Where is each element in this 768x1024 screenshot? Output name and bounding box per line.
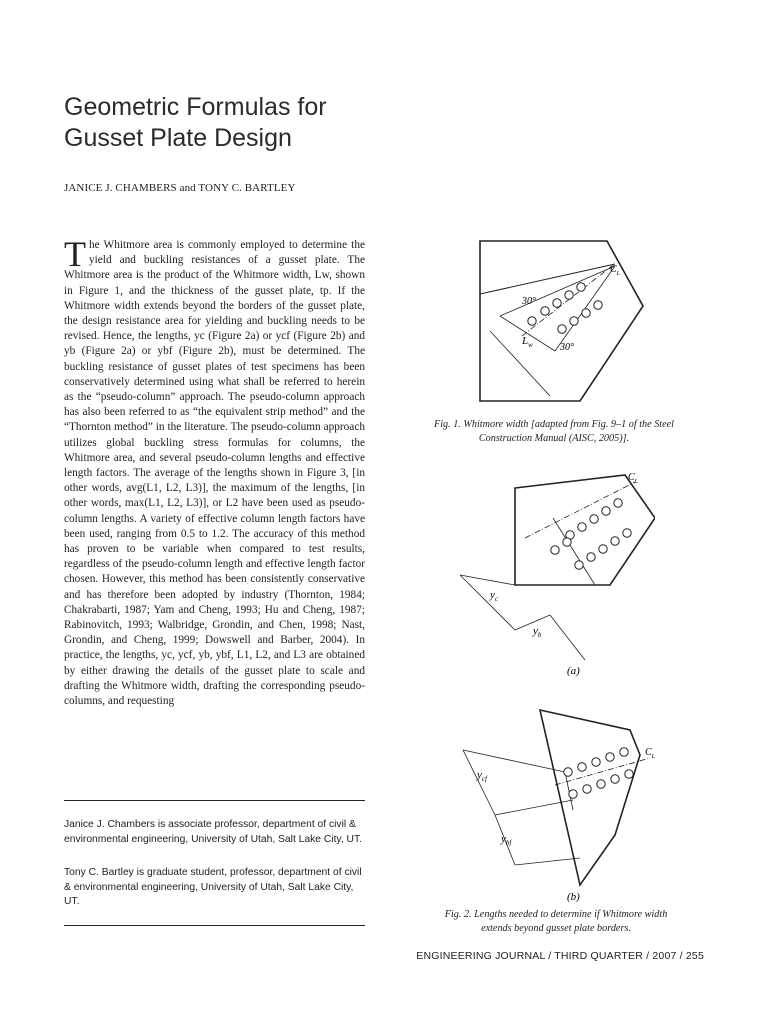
figure-2a-lengths [455, 470, 655, 680]
bolt-hole [578, 523, 586, 531]
figure-1-whitmore-width [460, 236, 660, 406]
whitmore-dimension-line [490, 331, 550, 396]
bolt-hole [625, 770, 633, 778]
bolt-hole [592, 758, 600, 766]
body-text [64, 234, 365, 709]
article-title: Geometric Formulas for Gusset Plate Design [64, 93, 327, 152]
article-authors: JANICE J. CHAMBERS and TONY C. BARTLEY [64, 182, 296, 194]
angle-label-bottom: 30° [560, 342, 574, 353]
bolt-hole [582, 309, 590, 317]
bolt-hole [587, 553, 595, 561]
figure-1-caption: Fig. 1. Whitmore width [adapted from Fig. 9–1 of the Steel Construction Manual (AISC, 2005)]. [433, 419, 675, 444]
ybf-label: $y_{bf}$ [501, 833, 512, 847]
bolt-hole [528, 317, 536, 325]
whitmore-width-label: $L_w$ [522, 335, 533, 349]
ycf-label: $y_{cf}$ [477, 769, 487, 783]
bolt-hole [597, 780, 605, 788]
bolt-hole [565, 291, 573, 299]
bolt-hole [602, 507, 610, 515]
angle-label-top: 30° [522, 296, 536, 307]
ycf-dimension-line [463, 750, 495, 815]
bolt-hole [563, 538, 571, 546]
ybf-base-line [515, 858, 580, 865]
bolt-hole [570, 317, 578, 325]
bio-bottom-rule [64, 925, 365, 926]
bolt-hole [623, 529, 631, 537]
bolt-hole [558, 325, 566, 333]
bolt-hole [541, 307, 549, 315]
ybf-extension [495, 800, 573, 815]
bolt-hole [611, 775, 619, 783]
bio-top-rule [64, 800, 365, 801]
author-bio-bartley: Tony C. Bartley is graduate student, professor, department of civil & environmental engineering, University of Utah, Salt Lake City, UT. [64, 867, 362, 908]
figure-2-caption: Fig. 2. Lengths needed to determine if Whitmore width extends beyond gusset plate borders. [444, 909, 668, 934]
yb-label: $y_b$ [533, 625, 542, 639]
bolt-hole [569, 790, 577, 798]
panel-label-b: (b) [567, 891, 580, 903]
gusset-plate-outline [540, 710, 640, 885]
figure-2b-lengths [455, 700, 655, 905]
drop-cap: T [64, 234, 86, 274]
bolt-hole [551, 546, 559, 554]
author-bio-chambers: Janice J. Chambers is associate professor, department of civil & environmental engineering, University of Utah, Salt Lake City, UT. [64, 819, 362, 845]
bolt-hole [614, 499, 622, 507]
bolt-hole [577, 283, 585, 291]
yc-label: $y_c$ [490, 589, 498, 603]
centerline-label: $C_L$ [610, 264, 621, 277]
page-footer: ENGINEERING JOURNAL / THIRD QUARTER / 2007 / 255 [416, 950, 704, 962]
yb-extension [550, 615, 585, 660]
bolt-hole [590, 515, 598, 523]
bolt-hole [620, 748, 628, 756]
bolt-hole [578, 763, 586, 771]
body-paragraph: he Whitmore area is commonly employed to determine the yield and buckling resistances of a gusset plate. The Whitmore area is the product of the Whitmore width, Lw, shown in Figure 1, and the thickness of the gusset plate, tp. If the Whitmore width extends beyond the borders of the gusset plate, the design resistance area for yielding and buckling needs to be revised. Hence, the lengths, yc (Figure 2a) or ycf (Figure 2b) and yb (Figure 2a) or ybf (Figure 2b), must be determined. The buckling resistance of gusset plates of test specimens has been conservatively determined using what shall be referred to herein as the “pseudo-column” approach. The pseudo-column approach has also been referred to as “the equivalent strip method” and the “Thornton method” in the literature. The pseudo-column approach utilizes global buckling stress formulas for columns, the Whitmore area, and several pseudo-column lengths and effective length factors. The average of the lengths shown in Figure 3, [in other words, avg(L1, L2, L3)], the maximum of the lengths, [in other words, max(L1, L2, L3)], or L2 have been used as pseudo-column lengths. A variety of effective column length factors have been used, ranging from 0.5 to 1.2. The accuracy of this method has proven to be variable when compared to test results, regardless of the pseudo-column length and effective length factor chosen. However, this method has been consistently conservative and has therefore been adopted by industry (Thornton, 1984; Chakrabarti, 1987; Yam and Cheng, 1993; Hu and Cheng, 1987; Rabinovitch, 1993; Walbridge, Grondin, and Chen, 1998; Nast, Grondin, and Cheng, 1999; Dowswell and Barber, 2004). In practice, the lengths, yc, ycf, yb, ybf, L1, L2, and L3 are obtained by either drawing the details of the gusset plate to scale and drafting the Whitmore width, drafting the corresponding pseudo-columns, and requesting [64, 239, 365, 708]
bolt-hole [564, 768, 572, 776]
bolt-hole [594, 301, 602, 309]
gusset-plate-outline [480, 241, 643, 401]
bolt-hole [553, 299, 561, 307]
bolt-hole [575, 561, 583, 569]
centerline-label: $C_L$ [645, 747, 655, 760]
bolt-hole [611, 537, 619, 545]
bolt-hole [606, 753, 614, 761]
panel-label-a: (a) [567, 665, 580, 677]
bolt-hole [599, 545, 607, 553]
centerline-label: $C_L$ [628, 472, 639, 485]
bolt-hole [583, 785, 591, 793]
